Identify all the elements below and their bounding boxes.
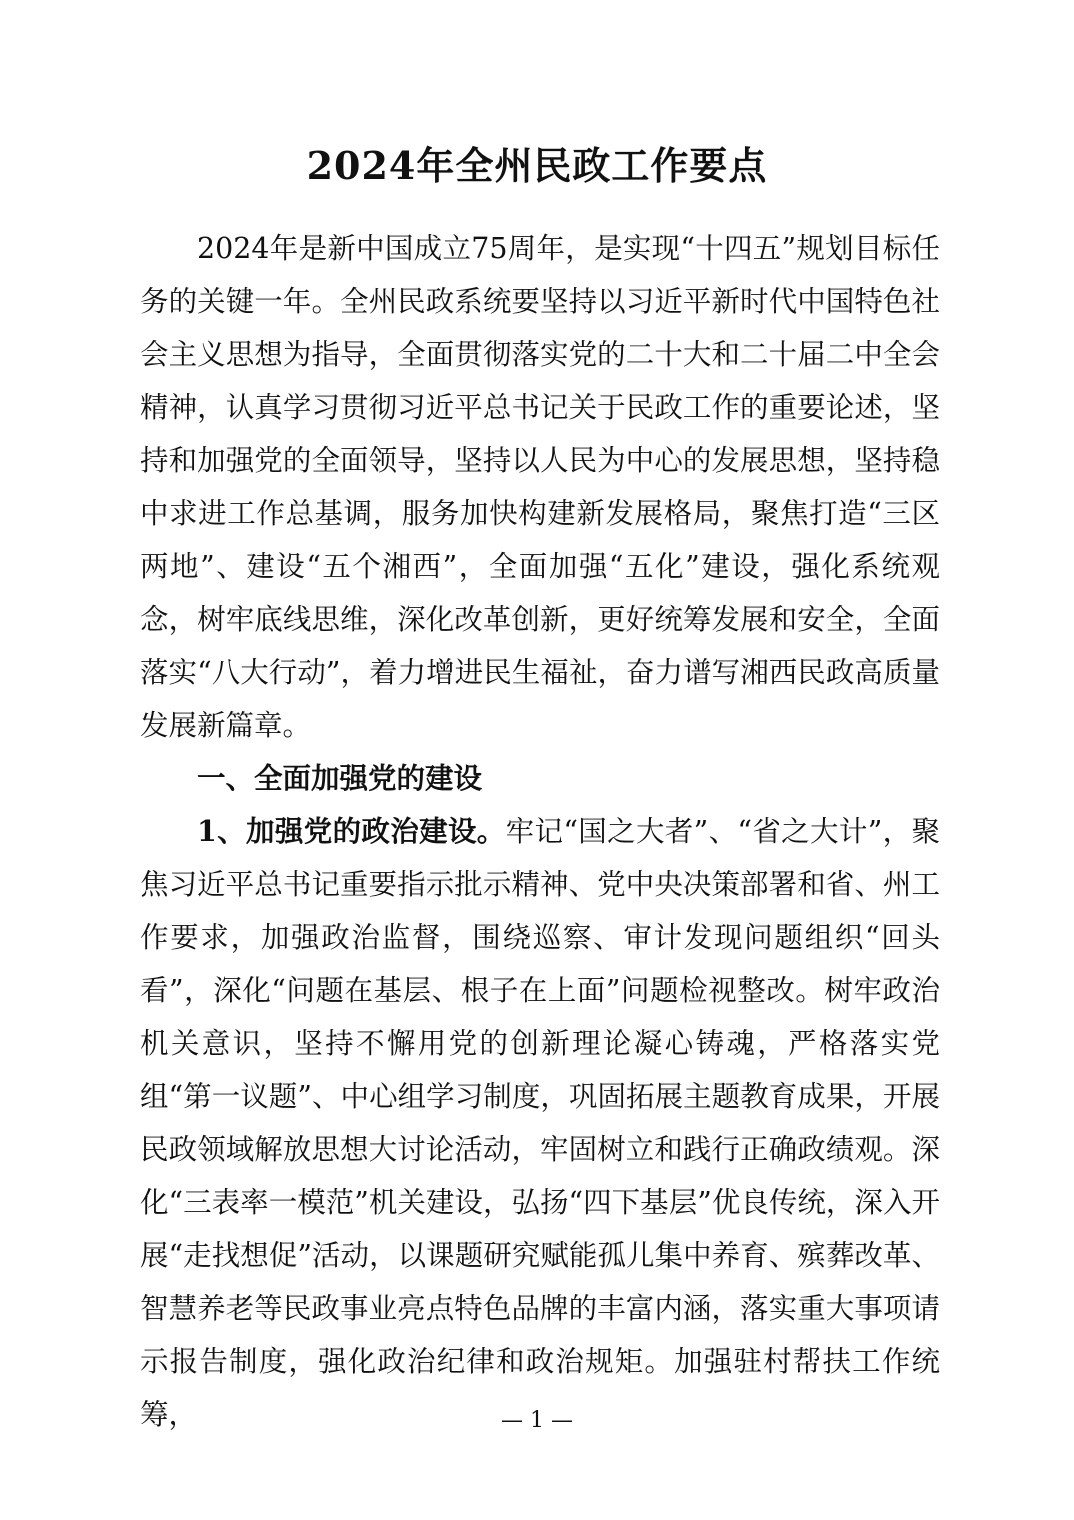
page-number: — 1 — [501, 1408, 573, 1433]
section-heading: 一、全面加强党的建设 [197, 761, 483, 795]
intro-paragraph: 2024年是新中国成立75周年，是实现“十四五”规划目标任务的关键一年。全州民政系统要坚持以习近平新时代中国特色社会主义思想为指导，全面贯彻落实党的二十大和二十届二中全会精神，认真学习贯彻习近平总书记关于民政工作的重要论述，坚持和加强党的全面领导，坚持以人民为中心的发展思想，坚持稳中求进工作总基调，服务加快构建新发展格局，聚焦打造“三区两地”、建设“五个湘西”，全面加强“五化”建设，强化系统观念，树牢底线思维，深化改革创新，更好统筹发展和安全，全面落实“八大行动”，着力增进民生福祉，奋力谱写湘西民政高质量发展新篇章。 [140, 232, 940, 742]
document-body [140, 222, 940, 1441]
item-lead: 1、加强党的政治建设。 [197, 814, 506, 848]
item-paragraph [140, 805, 940, 1441]
document-title: 2024年全州民政工作要点 [306, 143, 768, 188]
item-text: 牢记“国之大者”、“省之大计”，聚焦习近平总书记重要指示批示精神、党中央决策部署和省、州工作要求，加强政治监督，围绕巡察、审计发现问题组织“回头看”，深化“问题在基层、根子在上面”问题检视整改。树牢政治机关意识，坚持不懈用党的创新理论凝心铸魂，严格落实党组“第一议题”、中心组学习制度，巩固拓展主题教育成果，开展民政领域解放思想大讨论活动，牢固树立和践行正确政绩观。深化“三表率一模范”机关建设，弘扬“四下基层”优良传统，深入开展“走找想促”活动，以课题研究赋能孤儿集中养育、殡葬改革、智慧养老等民政事业亮点特色品牌的丰富内涵，落实重大事项请示报告制度，强化政治纪律和政治规矩。加强驻村帮扶工作统筹， [140, 815, 940, 1431]
